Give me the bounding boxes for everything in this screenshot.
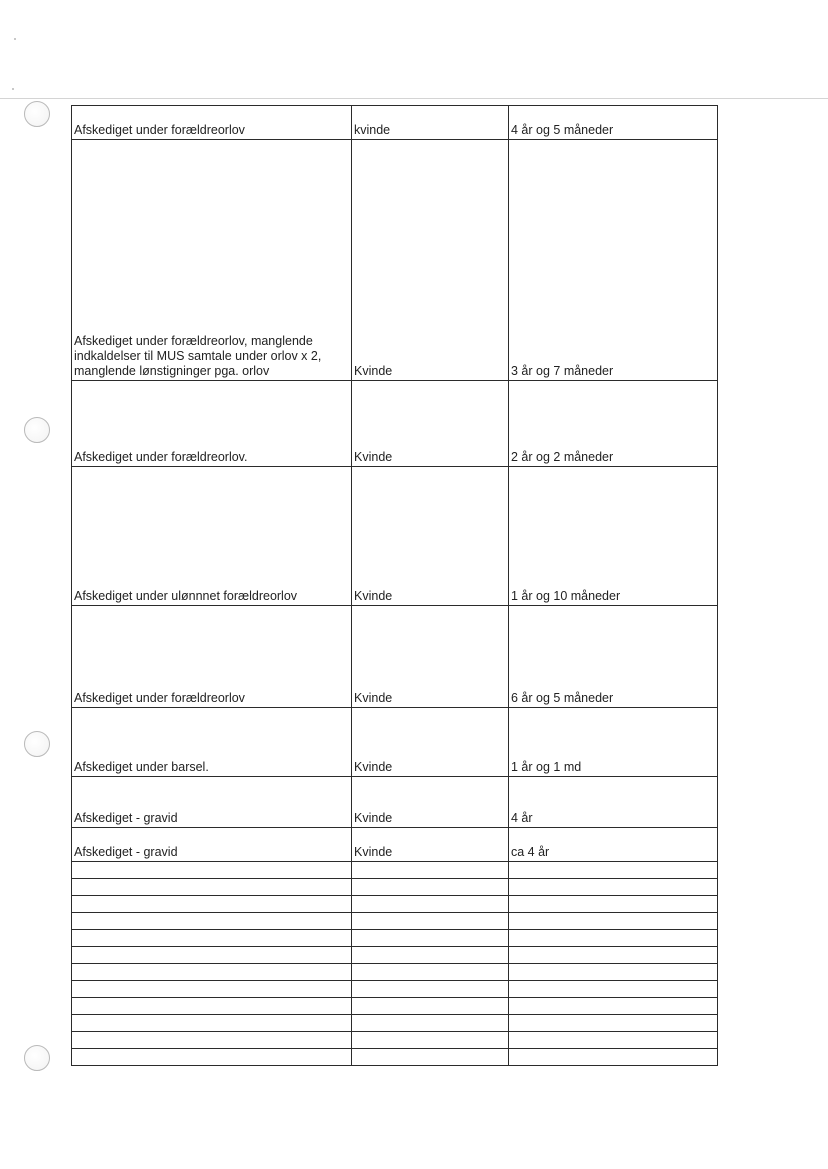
empty-cell <box>72 964 352 981</box>
empty-cell <box>72 896 352 913</box>
gender-cell: Kvinde <box>352 777 509 828</box>
empty-table-row <box>72 879 718 896</box>
empty-cell <box>509 930 718 947</box>
punch-hole <box>24 101 50 127</box>
empty-cell <box>509 1049 718 1066</box>
empty-cell <box>509 879 718 896</box>
punch-hole <box>24 731 50 757</box>
seniority-cell: ca 4 år <box>509 828 718 862</box>
empty-cell <box>509 862 718 879</box>
reason-cell: Afskediget - gravid <box>72 777 352 828</box>
empty-table-row <box>72 1015 718 1032</box>
empty-cell <box>509 896 718 913</box>
empty-cell <box>509 998 718 1015</box>
page-top-rule <box>0 98 828 99</box>
table-row <box>72 140 718 381</box>
scan-speck <box>12 88 14 90</box>
empty-cell <box>72 862 352 879</box>
empty-cell <box>352 1015 509 1032</box>
table-row <box>72 467 718 606</box>
empty-cell <box>509 964 718 981</box>
gender-cell: Kvinde <box>352 467 509 606</box>
empty-table-row <box>72 896 718 913</box>
seniority-cell: 2 år og 2 måneder <box>509 381 718 467</box>
empty-cell <box>352 1049 509 1066</box>
seniority-cell: 1 år og 1 md <box>509 708 718 777</box>
scan-speck <box>14 38 16 40</box>
empty-cell <box>352 913 509 930</box>
table-row <box>72 606 718 708</box>
table-row <box>72 828 718 862</box>
seniority-cell: 4 år og 5 måneder <box>509 106 718 140</box>
empty-cell <box>72 930 352 947</box>
punch-hole <box>24 417 50 443</box>
empty-cell <box>72 1015 352 1032</box>
empty-table-row <box>72 981 718 998</box>
empty-cell <box>509 1015 718 1032</box>
empty-table-row <box>72 862 718 879</box>
reason-cell: Afskediget under forældreorlov, manglende indkaldelser til MUS samtale under orlov x 2, manglende lønstigninger pga. orlov <box>72 140 352 381</box>
empty-cell <box>72 1032 352 1049</box>
empty-cell <box>72 981 352 998</box>
empty-table-row <box>72 964 718 981</box>
table-row <box>72 777 718 828</box>
empty-table-row <box>72 1032 718 1049</box>
empty-cell <box>509 947 718 964</box>
gender-cell: Kvinde <box>352 140 509 381</box>
reason-cell: Afskediget under forældreorlov <box>72 606 352 708</box>
gender-cell: kvinde <box>352 106 509 140</box>
punch-hole <box>24 1045 50 1071</box>
reason-cell: Afskediget under ulønnnet forældreorlov <box>72 467 352 606</box>
table-row <box>72 708 718 777</box>
seniority-cell: 1 år og 10 måneder <box>509 467 718 606</box>
empty-cell <box>509 1032 718 1049</box>
empty-cell <box>72 998 352 1015</box>
empty-cell <box>72 947 352 964</box>
empty-table-row <box>72 998 718 1015</box>
empty-table-row <box>72 1049 718 1066</box>
reason-cell: Afskediget - gravid <box>72 828 352 862</box>
empty-cell <box>72 913 352 930</box>
seniority-cell: 4 år <box>509 777 718 828</box>
gender-cell: Kvinde <box>352 606 509 708</box>
empty-cell <box>352 896 509 913</box>
seniority-cell: 3 år og 7 måneder <box>509 140 718 381</box>
reason-cell: Afskediget under forældreorlov. <box>72 381 352 467</box>
empty-cell <box>352 879 509 896</box>
reason-cell: Afskediget under barsel. <box>72 708 352 777</box>
gender-cell: Kvinde <box>352 708 509 777</box>
empty-cell <box>72 879 352 896</box>
empty-cell <box>352 981 509 998</box>
empty-table-row <box>72 947 718 964</box>
empty-table-row <box>72 913 718 930</box>
empty-cell <box>72 1049 352 1066</box>
gender-cell: Kvinde <box>352 381 509 467</box>
empty-cell <box>352 1032 509 1049</box>
empty-cell <box>352 998 509 1015</box>
gender-cell: Kvinde <box>352 828 509 862</box>
dismissal-record-table <box>71 105 718 1066</box>
seniority-cell: 6 år og 5 måneder <box>509 606 718 708</box>
empty-cell <box>352 964 509 981</box>
reason-cell: Afskediget under forældreorlov <box>72 106 352 140</box>
empty-cell <box>352 862 509 879</box>
empty-table-row <box>72 930 718 947</box>
empty-cell <box>509 981 718 998</box>
empty-cell <box>352 930 509 947</box>
table-row <box>72 381 718 467</box>
empty-cell <box>509 913 718 930</box>
empty-cell <box>352 947 509 964</box>
table-row <box>72 106 718 140</box>
